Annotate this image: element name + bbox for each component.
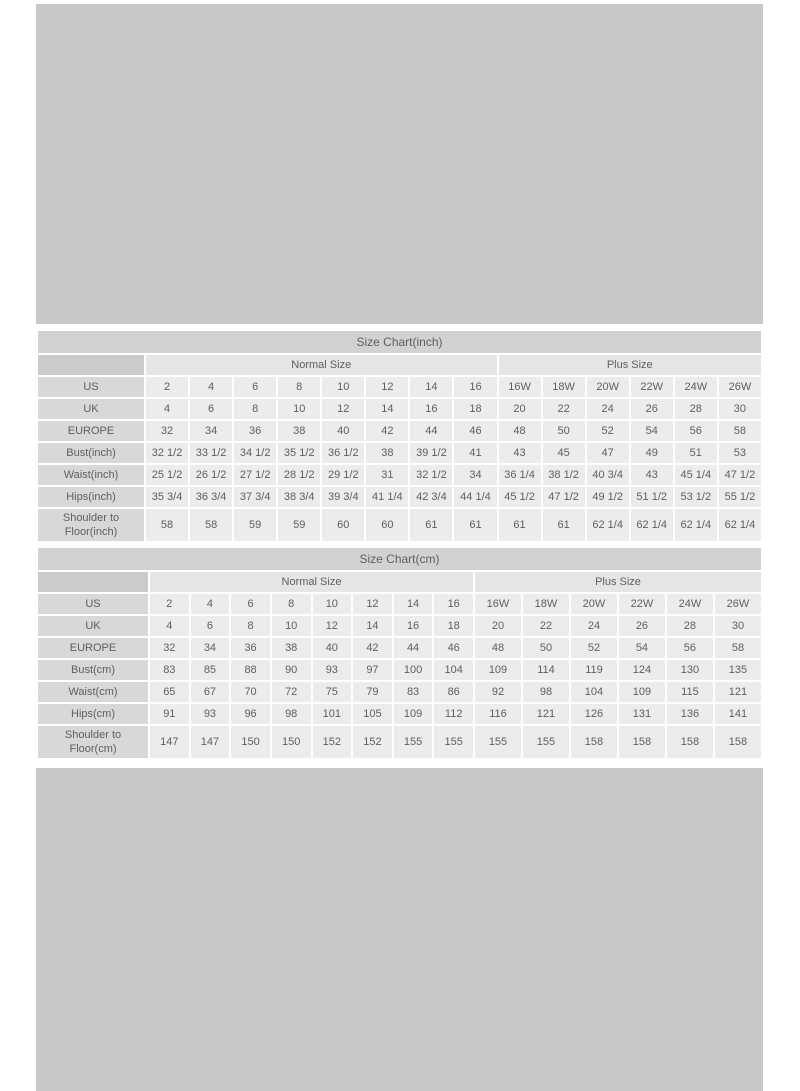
table-row <box>38 616 761 636</box>
size-value-cell: 6 <box>191 616 230 636</box>
size-value-cell: 10 <box>272 616 311 636</box>
size-value-cell: 47 <box>587 443 629 463</box>
size-value-cell: 20 <box>475 616 521 636</box>
size-value-cell: 56 <box>675 421 717 441</box>
size-value-cell: 158 <box>571 726 617 758</box>
size-value-cell: 112 <box>434 704 473 724</box>
size-value-cell: 130 <box>667 660 713 680</box>
row-label: Shoulder to Floor(inch) <box>38 509 144 541</box>
size-value-cell: 50 <box>523 638 569 658</box>
size-value-cell: 18W <box>543 377 585 397</box>
size-value-cell: 53 1/2 <box>675 487 717 507</box>
size-value-cell: 121 <box>523 704 569 724</box>
row-label: Shoulder to Floor(cm) <box>38 726 148 758</box>
size-value-cell: 155 <box>434 726 473 758</box>
size-value-cell: 40 3/4 <box>587 465 629 485</box>
size-value-cell: 36 <box>234 421 276 441</box>
size-value-cell: 4 <box>146 399 188 419</box>
size-value-cell: 114 <box>523 660 569 680</box>
size-value-cell: 39 1/2 <box>410 443 452 463</box>
row-label: UK <box>38 616 148 636</box>
size-value-cell: 58 <box>719 421 761 441</box>
size-value-cell: 38 1/2 <box>543 465 585 485</box>
size-value-cell: 22 <box>523 616 569 636</box>
size-value-cell: 83 <box>394 682 433 702</box>
row-label: UK <box>38 399 144 419</box>
table-row <box>38 487 761 507</box>
size-value-cell: 14 <box>353 616 392 636</box>
size-value-cell: 41 <box>454 443 496 463</box>
size-value-cell: 79 <box>353 682 392 702</box>
size-value-cell: 47 1/2 <box>719 465 761 485</box>
size-value-cell: 45 1/4 <box>675 465 717 485</box>
size-value-cell: 12 <box>322 399 364 419</box>
row-label: Hips(cm) <box>38 704 148 724</box>
size-value-cell: 29 1/2 <box>322 465 364 485</box>
size-value-cell: 46 <box>434 638 473 658</box>
size-value-cell: 98 <box>272 704 311 724</box>
size-value-cell: 6 <box>234 377 276 397</box>
size-value-cell: 34 <box>454 465 496 485</box>
size-value-cell: 109 <box>475 660 521 680</box>
size-value-cell: 36 3/4 <box>190 487 232 507</box>
size-value-cell: 32 1/2 <box>146 443 188 463</box>
row-label: US <box>38 377 144 397</box>
size-value-cell: 42 <box>366 421 408 441</box>
size-value-cell: 52 <box>587 421 629 441</box>
size-value-cell: 44 <box>410 421 452 441</box>
size-value-cell: 97 <box>353 660 392 680</box>
size-value-cell: 16 <box>410 399 452 419</box>
size-value-cell: 54 <box>631 421 673 441</box>
size-value-cell: 18 <box>434 616 473 636</box>
size-value-cell: 93 <box>191 704 230 724</box>
size-value-cell: 34 1/2 <box>234 443 276 463</box>
size-value-cell: 61 <box>543 509 585 541</box>
size-value-cell: 93 <box>313 660 352 680</box>
size-value-cell: 98 <box>523 682 569 702</box>
group-header-normal-size: Normal Size <box>150 572 473 592</box>
size-value-cell: 59 <box>278 509 320 541</box>
size-value-cell: 10 <box>278 399 320 419</box>
size-value-cell: 58 <box>146 509 188 541</box>
size-value-cell: 46 <box>454 421 496 441</box>
size-value-cell: 32 <box>150 638 189 658</box>
size-value-cell: 70 <box>231 682 270 702</box>
size-value-cell: 155 <box>394 726 433 758</box>
size-value-cell: 100 <box>394 660 433 680</box>
size-value-cell: 92 <box>475 682 521 702</box>
size-value-cell: 37 3/4 <box>234 487 276 507</box>
size-value-cell: 18 <box>454 399 496 419</box>
size-value-cell: 58 <box>715 638 761 658</box>
size-value-cell: 24W <box>667 594 713 614</box>
size-value-cell: 32 <box>146 421 188 441</box>
size-chart-inch-table <box>36 329 763 543</box>
size-value-cell: 30 <box>715 616 761 636</box>
size-value-cell: 72 <box>272 682 311 702</box>
size-value-cell: 147 <box>150 726 189 758</box>
size-value-cell: 42 <box>353 638 392 658</box>
size-value-cell: 56 <box>667 638 713 658</box>
size-value-cell: 26W <box>715 594 761 614</box>
size-value-cell: 8 <box>278 377 320 397</box>
size-value-cell: 28 <box>675 399 717 419</box>
size-value-cell: 2 <box>146 377 188 397</box>
size-value-cell: 40 <box>322 421 364 441</box>
size-value-cell: 90 <box>272 660 311 680</box>
table-title: Size Chart(inch) <box>38 331 761 353</box>
size-value-cell: 30 <box>719 399 761 419</box>
size-value-cell: 16 <box>454 377 496 397</box>
size-value-cell: 4 <box>150 616 189 636</box>
size-value-cell: 36 1/4 <box>499 465 541 485</box>
size-value-cell: 45 <box>543 443 585 463</box>
size-value-cell: 62 1/4 <box>675 509 717 541</box>
group-header-plus-size: Plus Size <box>499 355 762 375</box>
row-label: EUROPE <box>38 638 148 658</box>
size-value-cell: 109 <box>619 682 665 702</box>
row-label: Bust(inch) <box>38 443 144 463</box>
size-value-cell: 158 <box>715 726 761 758</box>
size-value-cell: 58 <box>190 509 232 541</box>
table-row <box>38 509 761 541</box>
product-image-placeholder-bottom <box>36 768 763 1091</box>
size-value-cell: 12 <box>313 616 352 636</box>
size-value-cell: 59 <box>234 509 276 541</box>
size-value-cell: 10 <box>313 594 352 614</box>
size-value-cell: 20W <box>571 594 617 614</box>
size-value-cell: 34 <box>191 638 230 658</box>
row-label: Bust(cm) <box>38 660 148 680</box>
size-value-cell: 26 <box>619 616 665 636</box>
size-value-cell: 88 <box>231 660 270 680</box>
table-row <box>38 399 761 419</box>
size-value-cell: 61 <box>499 509 541 541</box>
size-value-cell: 10 <box>322 377 364 397</box>
size-value-cell: 4 <box>191 594 230 614</box>
size-value-cell: 22W <box>631 377 673 397</box>
size-value-cell: 28 1/2 <box>278 465 320 485</box>
size-value-cell: 32 1/2 <box>410 465 452 485</box>
table-title-row <box>38 331 761 353</box>
size-value-cell: 135 <box>715 660 761 680</box>
size-value-cell: 12 <box>353 594 392 614</box>
size-value-cell: 43 <box>631 465 673 485</box>
table-row <box>38 443 761 463</box>
size-value-cell: 136 <box>667 704 713 724</box>
size-value-cell: 62 1/4 <box>719 509 761 541</box>
size-value-cell: 6 <box>231 594 270 614</box>
size-value-cell: 152 <box>313 726 352 758</box>
size-value-cell: 16 <box>434 594 473 614</box>
size-value-cell: 116 <box>475 704 521 724</box>
size-value-cell: 35 3/4 <box>146 487 188 507</box>
row-label: US <box>38 594 148 614</box>
size-value-cell: 158 <box>619 726 665 758</box>
size-value-cell: 155 <box>523 726 569 758</box>
size-value-cell: 43 <box>499 443 541 463</box>
table-row <box>38 465 761 485</box>
group-header-plus-size: Plus Size <box>475 572 761 592</box>
table-row <box>38 726 761 758</box>
size-value-cell: 48 <box>475 638 521 658</box>
size-chart-section <box>36 329 763 760</box>
size-value-cell: 47 1/2 <box>543 487 585 507</box>
size-value-cell: 61 <box>410 509 452 541</box>
size-value-cell: 131 <box>619 704 665 724</box>
table-row <box>38 377 761 397</box>
size-value-cell: 48 <box>499 421 541 441</box>
table-row <box>38 704 761 724</box>
size-value-cell: 44 1/4 <box>454 487 496 507</box>
size-value-cell: 85 <box>191 660 230 680</box>
size-value-cell: 104 <box>571 682 617 702</box>
size-value-cell: 20 <box>499 399 541 419</box>
size-value-cell: 38 <box>278 421 320 441</box>
size-value-cell: 36 1/2 <box>322 443 364 463</box>
size-value-cell: 33 1/2 <box>190 443 232 463</box>
size-value-cell: 91 <box>150 704 189 724</box>
size-value-cell: 115 <box>667 682 713 702</box>
size-value-cell: 105 <box>353 704 392 724</box>
size-value-cell: 18W <box>523 594 569 614</box>
size-value-cell: 24 <box>587 399 629 419</box>
size-value-cell: 62 1/4 <box>587 509 629 541</box>
size-value-cell: 27 1/2 <box>234 465 276 485</box>
table-row <box>38 682 761 702</box>
row-label: Waist(cm) <box>38 682 148 702</box>
group-header-row <box>38 572 761 592</box>
size-value-cell: 147 <box>191 726 230 758</box>
size-value-cell: 2 <box>150 594 189 614</box>
size-value-cell: 22W <box>619 594 665 614</box>
size-value-cell: 124 <box>619 660 665 680</box>
corner-cell <box>38 355 144 375</box>
size-value-cell: 52 <box>571 638 617 658</box>
size-value-cell: 16 <box>394 616 433 636</box>
size-value-cell: 38 3/4 <box>278 487 320 507</box>
size-value-cell: 26 <box>631 399 673 419</box>
row-label: EUROPE <box>38 421 144 441</box>
table-row <box>38 421 761 441</box>
size-value-cell: 109 <box>394 704 433 724</box>
size-value-cell: 60 <box>366 509 408 541</box>
size-value-cell: 119 <box>571 660 617 680</box>
size-value-cell: 61 <box>454 509 496 541</box>
size-value-cell: 6 <box>190 399 232 419</box>
size-value-cell: 16W <box>475 594 521 614</box>
size-value-cell: 101 <box>313 704 352 724</box>
size-value-cell: 158 <box>667 726 713 758</box>
size-value-cell: 126 <box>571 704 617 724</box>
size-value-cell: 121 <box>715 682 761 702</box>
row-label: Waist(inch) <box>38 465 144 485</box>
size-value-cell: 4 <box>190 377 232 397</box>
size-value-cell: 35 1/2 <box>278 443 320 463</box>
table-row <box>38 594 761 614</box>
size-value-cell: 20W <box>587 377 629 397</box>
size-value-cell: 14 <box>366 399 408 419</box>
size-value-cell: 51 1/2 <box>631 487 673 507</box>
size-value-cell: 51 <box>675 443 717 463</box>
size-value-cell: 50 <box>543 421 585 441</box>
table-row <box>38 660 761 680</box>
size-value-cell: 40 <box>313 638 352 658</box>
size-value-cell: 42 3/4 <box>410 487 452 507</box>
size-value-cell: 8 <box>234 399 276 419</box>
size-value-cell: 38 <box>366 443 408 463</box>
size-value-cell: 25 1/2 <box>146 465 188 485</box>
size-value-cell: 28 <box>667 616 713 636</box>
size-value-cell: 141 <box>715 704 761 724</box>
size-value-cell: 60 <box>322 509 364 541</box>
size-value-cell: 14 <box>410 377 452 397</box>
size-value-cell: 31 <box>366 465 408 485</box>
size-value-cell: 104 <box>434 660 473 680</box>
table-row <box>38 638 761 658</box>
size-value-cell: 34 <box>190 421 232 441</box>
size-value-cell: 65 <box>150 682 189 702</box>
size-value-cell: 150 <box>272 726 311 758</box>
size-value-cell: 8 <box>231 616 270 636</box>
group-header-row <box>38 355 761 375</box>
size-value-cell: 38 <box>272 638 311 658</box>
size-value-cell: 62 1/4 <box>631 509 673 541</box>
size-value-cell: 67 <box>191 682 230 702</box>
size-chart-cm-table <box>36 546 763 760</box>
product-image-placeholder-top <box>36 4 763 324</box>
size-value-cell: 75 <box>313 682 352 702</box>
size-value-cell: 26 1/2 <box>190 465 232 485</box>
corner-cell <box>38 572 148 592</box>
size-value-cell: 14 <box>394 594 433 614</box>
size-value-cell: 22 <box>543 399 585 419</box>
size-value-cell: 24W <box>675 377 717 397</box>
size-value-cell: 24 <box>571 616 617 636</box>
row-label: Hips(inch) <box>38 487 144 507</box>
size-value-cell: 54 <box>619 638 665 658</box>
size-value-cell: 49 1/2 <box>587 487 629 507</box>
size-value-cell: 96 <box>231 704 270 724</box>
size-value-cell: 8 <box>272 594 311 614</box>
size-value-cell: 12 <box>366 377 408 397</box>
size-value-cell: 49 <box>631 443 673 463</box>
size-value-cell: 83 <box>150 660 189 680</box>
size-value-cell: 55 1/2 <box>719 487 761 507</box>
size-value-cell: 86 <box>434 682 473 702</box>
size-value-cell: 152 <box>353 726 392 758</box>
size-value-cell: 155 <box>475 726 521 758</box>
size-value-cell: 44 <box>394 638 433 658</box>
size-value-cell: 39 3/4 <box>322 487 364 507</box>
table-title-row <box>38 548 761 570</box>
size-value-cell: 41 1/4 <box>366 487 408 507</box>
size-value-cell: 26W <box>719 377 761 397</box>
size-value-cell: 16W <box>499 377 541 397</box>
size-value-cell: 45 1/2 <box>499 487 541 507</box>
size-value-cell: 36 <box>231 638 270 658</box>
group-header-normal-size: Normal Size <box>146 355 497 375</box>
table-title: Size Chart(cm) <box>38 548 761 570</box>
size-value-cell: 53 <box>719 443 761 463</box>
size-value-cell: 150 <box>231 726 270 758</box>
